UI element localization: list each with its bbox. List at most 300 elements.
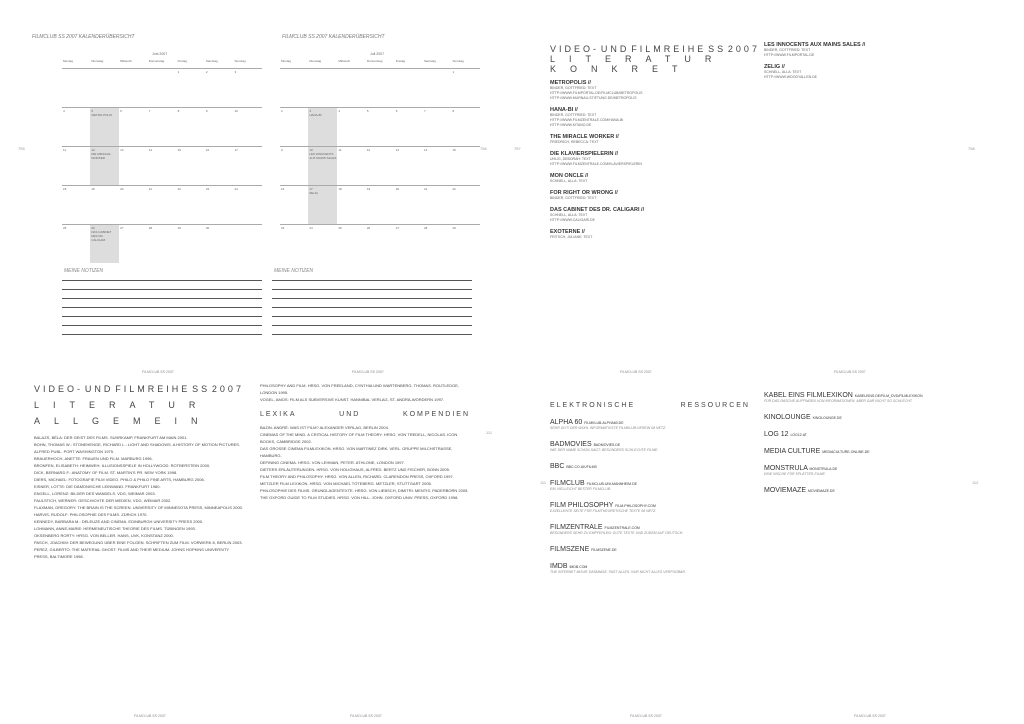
day-cell[interactable] xyxy=(177,108,205,147)
day-cell[interactable] xyxy=(337,147,366,186)
day-number: 16 xyxy=(281,187,285,191)
resource-url[interactable]: MOVIEMAZE.DE xyxy=(807,489,835,493)
day-number: 30 xyxy=(205,226,210,230)
day-cell[interactable] xyxy=(62,69,90,108)
footer: FILMCLUB SS 2007 xyxy=(834,370,866,374)
week-row xyxy=(280,186,480,225)
weekday-label: Freitag xyxy=(177,58,205,69)
day-number: 3 xyxy=(234,70,237,74)
day-number: 23 xyxy=(281,226,285,230)
note-line xyxy=(272,289,472,290)
section-subtitle: KONKRET xyxy=(550,64,692,74)
day-cell[interactable] xyxy=(90,69,119,108)
day-cell[interactable] xyxy=(280,69,308,108)
day-cell[interactable] xyxy=(148,225,177,264)
day-number: 12 xyxy=(91,148,95,152)
resource-name xyxy=(550,502,750,509)
film-literature-spread xyxy=(512,28,1012,378)
film-detail: BINDER, GOTTFRIED: TEXT xyxy=(550,196,597,200)
day-number: 11 xyxy=(338,148,342,152)
day-cell[interactable] xyxy=(119,69,148,108)
weekday-label: Samstag xyxy=(423,58,452,69)
resource-url[interactable]: MONSTRULA.DE xyxy=(809,467,838,471)
film-detail: HTTP://WWW.FILMPORTAL.DE/FILMCLUB/METROPOLIS xyxy=(550,91,643,95)
film-detail: HTTP://WWW.CALIGARI.DE xyxy=(550,218,595,222)
film-title: THE MIRACLE WORKER // xyxy=(550,134,619,140)
day-cell[interactable] xyxy=(233,108,262,147)
resource-desc: EINE NISCHE FÜR SPLATTER-FILME. xyxy=(764,472,826,476)
day-number: 4 xyxy=(63,109,65,113)
weekday-label: Mittwoch xyxy=(119,58,148,69)
day-cell[interactable] xyxy=(233,147,262,186)
resource-title: LOG 12 xyxy=(764,431,791,438)
lexikon-entry: FILM THEORY AND PHILOSOPHY. HRSG. VON ALLEN, RICHARD. CLARENDON PRESS, OXFORD 1997. xyxy=(260,474,454,479)
calendar-event: METRO-POLIS xyxy=(91,113,113,117)
film-entry xyxy=(550,190,760,201)
day-number: 20 xyxy=(395,187,400,191)
note-line xyxy=(272,280,472,281)
resource-url[interactable]: BBC.CO.UK/FILMS xyxy=(566,465,597,469)
running-head: FILMCLUB SS 2007 KALENDERÜBERSICHT xyxy=(282,34,385,40)
footer: FILMCLUB SS 2007 xyxy=(134,714,166,718)
resource-url[interactable]: BADMOVIES.DE xyxy=(593,443,621,447)
resource-entry xyxy=(550,524,750,536)
week-row xyxy=(62,108,262,147)
footer: FILMCLUB SS 2007 xyxy=(352,370,384,374)
resource-name xyxy=(764,392,964,399)
day-number: 2 xyxy=(205,70,208,74)
resource-name xyxy=(764,431,964,438)
note-line xyxy=(272,316,472,317)
film-detail: SCHNELL, ALLA: TEXT xyxy=(764,70,802,74)
resource-title: FILMZENTRALE xyxy=(550,524,605,531)
calendar-month: Juni 2007 xyxy=(152,52,168,56)
day-cell[interactable] xyxy=(452,147,480,186)
lexikon-entry: DIETERS ERLÄUTERUNGEN. HRSG. VON HOLIGHAUS, ALFRED. BERTZ UND FISCHER, BONN 2005. xyxy=(260,467,450,472)
resource-desc: FÜR DAS RASCHE AUFFINDEN VON INFORMATIONEN, ABER GAR NICHT SO SCHLECHT. xyxy=(764,399,913,403)
week-row xyxy=(62,186,262,225)
notes-label: MEINE NOTIZEN xyxy=(274,268,314,274)
day-cell[interactable] xyxy=(337,108,366,147)
day-number: 8 xyxy=(452,109,455,113)
resource-name xyxy=(764,487,964,494)
resource-title: IMDB xyxy=(550,563,570,570)
day-cell[interactable] xyxy=(423,186,452,225)
resource-url[interactable]: FILMCLUB.UNI-MANNHEIM.DE xyxy=(586,482,637,486)
day-cell[interactable] xyxy=(452,225,480,264)
day-cell[interactable] xyxy=(233,69,262,108)
lexikon-entry: DEFINING CINEMA. HRSG. VON LEHMAN, PETER. ATHLONE, LONDON 1997. xyxy=(260,460,405,465)
resource-name xyxy=(550,441,750,448)
day-cell[interactable] xyxy=(366,69,395,108)
resource-name xyxy=(550,524,750,531)
day-cell[interactable] xyxy=(280,147,308,186)
film-detail: SCHNELL, ALLA: TEXT xyxy=(550,179,588,183)
resource-name xyxy=(550,463,750,470)
day-number: 4 xyxy=(338,109,341,113)
day-number: 17 xyxy=(309,187,313,191)
resource-url[interactable]: LOG12.AT xyxy=(790,433,807,437)
day-cell[interactable] xyxy=(62,186,90,225)
footer: FILMCLUB SS 2007 xyxy=(142,370,174,374)
lexikon-entry: METZLER FILM LEXIKON. HRSG. VON MICHAEL TÖTEBERG. METZLER, STUTTGART 2005. xyxy=(260,481,432,486)
day-cell[interactable] xyxy=(90,108,119,147)
notes-label: MEINE NOTIZEN xyxy=(64,268,104,274)
day-cell[interactable] xyxy=(119,186,148,225)
day-cell[interactable] xyxy=(452,69,480,108)
day-number: 26 xyxy=(91,226,95,230)
weekday-label: Donnerstag xyxy=(148,58,177,69)
week-row xyxy=(280,69,480,108)
day-cell[interactable] xyxy=(452,186,480,225)
day-cell[interactable] xyxy=(205,225,234,264)
day-number: 11 xyxy=(63,148,67,152)
film-entry xyxy=(550,173,760,184)
day-cell[interactable] xyxy=(177,225,205,264)
day-cell[interactable] xyxy=(148,186,177,225)
resource-entry xyxy=(764,448,964,455)
day-cell[interactable] xyxy=(119,108,148,147)
resource-entry xyxy=(550,419,750,431)
film-column-right xyxy=(764,28,964,378)
note-line xyxy=(62,307,262,308)
film-title: LES INNOCENTS AUX MAINS SALES // xyxy=(764,42,866,48)
weekday-label: Samstag xyxy=(205,58,234,69)
day-cell[interactable] xyxy=(308,225,337,264)
resource-title: MOVIEMAZE xyxy=(764,487,808,494)
general-literature-spread xyxy=(12,372,512,722)
note-line xyxy=(62,325,262,326)
day-number: 13 xyxy=(120,148,124,152)
day-number: 16 xyxy=(205,148,210,152)
resources-column-left xyxy=(550,372,750,722)
resource-url[interactable]: FILMKLUB.ALPHA60.DE xyxy=(584,421,624,425)
day-number: 25 xyxy=(338,226,342,230)
day-cell[interactable] xyxy=(148,147,177,186)
film-entry xyxy=(764,64,964,80)
resource-entry xyxy=(764,431,964,438)
lit-entry: BRONFEN, ELISABETH: HEIMWEH: ILLUSIONSSPIELE IN HOLLYWOOD. ROTBERSTEIN 2000. xyxy=(34,463,211,468)
day-cell[interactable] xyxy=(177,186,205,225)
film-detail: BINDER, GOTTFRIED: TEXT xyxy=(764,48,811,52)
weekday-label: Donnerstag xyxy=(366,58,395,69)
week-row xyxy=(62,147,262,186)
lit-entry: PEREZ, GILBERTO: THE MATERIAL GHOST. FILMS AND THEIR MEDIUM. JOHNS HOPKINS UNIVERSITY PRESS, BALTIMORE 1998. xyxy=(34,547,229,559)
day-cell[interactable] xyxy=(205,108,234,147)
day-number: 22 xyxy=(177,187,181,191)
resource-url[interactable]: FILMSZENE.DE xyxy=(591,548,617,552)
resource-name xyxy=(764,465,964,472)
section-subtitle: LITERATUR xyxy=(550,54,726,64)
resource-title: KABEL EINS FILMLEXIKON xyxy=(764,392,855,399)
resource-desc: WIE DER NAME SCHON SAGT: BESONDERS SCHLECHTE FILME. xyxy=(550,448,659,452)
day-cell[interactable] xyxy=(395,186,423,225)
lit-entry: EISNER, LOTTE: DIE DÄMONISCHE LEINWAND. FRANKFURT 1980. xyxy=(34,484,161,489)
day-cell[interactable] xyxy=(452,108,480,147)
film-title: ZELIG // xyxy=(764,64,785,70)
lit-entry: BALAZS, BÉLA: DER GEIST DES FILMS. SUHRKAMP, FRANKFURT AM MAIN 2001. xyxy=(34,435,188,440)
resource-url[interactable]: KINOLOUNGE.DE xyxy=(812,416,842,420)
day-cell[interactable] xyxy=(423,108,452,147)
lit-entry: DIERS, MICHAEL: FOTOGRAFIE FILM VIDEO. PHILO & PHILO FINE ARTS, HAMBURG 2006. xyxy=(34,477,205,482)
resource-url[interactable]: FILM-PHILOSOPHY.COM xyxy=(615,504,656,508)
day-cell[interactable] xyxy=(119,147,148,186)
lit-entry: BRAUERHOCH, ANETTE: FRAUEN UND FILM. MARBURG 1996. xyxy=(34,456,153,461)
day-cell[interactable] xyxy=(366,147,395,186)
resource-entry xyxy=(550,463,750,470)
calendar-event: HANA-BI xyxy=(309,113,322,117)
resource-name xyxy=(550,546,750,553)
day-cell[interactable] xyxy=(308,186,337,225)
day-number: 20 xyxy=(120,187,124,191)
page-number: 111 xyxy=(486,430,493,435)
lit-entry: ENGELL, LORENZ: BILDER DES WANDELS. VDG, WEIMAR 2003. xyxy=(34,491,156,496)
day-number: 29 xyxy=(452,226,456,230)
resource-desc: THE INTERNET MOVIE DATABASE. FAST ALLES, NUR NICHT ALLES VERFÜGBAR. xyxy=(550,570,686,574)
footer: FILMCLUB SS 2007 xyxy=(854,714,886,718)
film-column-left xyxy=(550,28,760,378)
day-number: 17 xyxy=(234,148,238,152)
day-number: 7 xyxy=(148,109,151,113)
lit-entry: HARVIS, RUDOLF: PHILOSOPHIE DES FILMS. ZÜRICH 1970. xyxy=(34,512,148,517)
day-number: 27 xyxy=(395,226,400,230)
lit-entry: PASCH, JOACHIM: DER BEWEGUNG ÜBER EINE FOLGEN. SCHRIFTEN ZUM FILM. VORWERK 8, BERLIN 2003. xyxy=(34,540,243,545)
film-entry xyxy=(550,107,760,128)
film-detail: FRIEDRICH, REBECCA: TEXT xyxy=(550,140,599,144)
section-title: VIDEO- UND FILMREIHE SS 2007 xyxy=(34,384,244,394)
weekday-row xyxy=(280,58,480,69)
day-cell[interactable] xyxy=(337,69,366,108)
resource-name xyxy=(764,448,964,455)
day-number: 5 xyxy=(366,109,369,113)
film-entry xyxy=(550,80,760,101)
calendar-grid xyxy=(280,58,480,263)
day-number: 19 xyxy=(366,187,371,191)
film-entry xyxy=(550,207,760,223)
film-detail: HTTP://WWW.KITANO.DE xyxy=(550,123,592,127)
calendar-spread xyxy=(12,28,512,378)
day-cell[interactable] xyxy=(233,186,262,225)
note-line xyxy=(272,325,472,326)
day-number: 27 xyxy=(120,226,124,230)
note-line xyxy=(272,334,472,335)
film-entry xyxy=(764,42,964,58)
day-cell[interactable] xyxy=(119,225,148,264)
day-cell[interactable] xyxy=(395,225,423,264)
calendar-event: DIE MIRACLE WORKER xyxy=(91,152,111,160)
day-cell[interactable] xyxy=(337,186,366,225)
calendar-event: ZELIG xyxy=(309,191,319,195)
weekday-label: Montag xyxy=(62,58,90,69)
resource-desc: SEHR GUT! DER WOHL INFORMATIVSTE FILMKLUB-VEREIN IM NETZ. xyxy=(550,426,667,430)
lit-entry: OKSENBERG RORTY: HRSG. VON BELLER. HANS, UVK, KONSTANZ 2000. xyxy=(34,533,174,538)
footer: FILMCLUB SS 2007 xyxy=(350,714,382,718)
calendar-month: Juli 2007 xyxy=(370,52,385,56)
note-line xyxy=(62,280,262,281)
lexikon-entry: BAZIN, ANDRÉ: WAS IST FILM? ALEXANDER VERLAG, BERLIN 2004. xyxy=(260,425,389,430)
film-title: DAS CABINET DES DR. CALIGARI // xyxy=(550,207,645,213)
section-subtitle: LITERATUR xyxy=(34,400,210,410)
day-number: 19 xyxy=(91,187,95,191)
lit-entry: BOHN, THOMAS W.: STONEHENGE, RICHARD L.: LIGHT AND SHADOWS. A HISTORY OF MOTION PICTURES. ALFRED PUBL. PORT WASHINGTON 1975. xyxy=(34,442,241,454)
lit-entry: PHILOSOPHY AND FILM. HRSG. VON FREELAND, CYNTHIA UND WARTENBERG, THOMAS. ROUTLEDGE, LONDON 1995. xyxy=(260,383,459,395)
day-cell[interactable] xyxy=(90,186,119,225)
film-detail: BINDER, GOTTFRIED: TEXT xyxy=(550,86,597,90)
resource-entry xyxy=(550,563,750,575)
day-cell[interactable] xyxy=(395,108,423,147)
film-detail: FRITSCH, JULIANE: TEXT xyxy=(550,235,593,239)
resource-name xyxy=(550,419,750,426)
day-number: 10 xyxy=(234,109,238,113)
day-cell[interactable] xyxy=(177,147,205,186)
resource-entry xyxy=(764,392,964,404)
day-number: 9 xyxy=(205,109,208,113)
resource-entry xyxy=(764,487,964,494)
week-row xyxy=(62,225,262,264)
lit-entry: FAULSTICH, WERNER: GESCHICHTE DER MEDIEN. VDG, WEIMAR 2002. xyxy=(34,498,172,503)
film-title: FOR RIGHT OR WRONG // xyxy=(550,190,618,196)
day-cell[interactable] xyxy=(177,69,205,108)
day-cell[interactable] xyxy=(337,225,366,264)
film-detail: HTTP://WWW.WOODYALLEN.DE xyxy=(764,75,818,79)
resource-entry xyxy=(764,414,964,421)
day-number: 21 xyxy=(148,187,153,191)
day-cell[interactable] xyxy=(90,147,119,186)
note-line xyxy=(272,307,472,308)
calendar-event: DAS CABINET DES DR. CALIGARI xyxy=(91,230,112,242)
day-cell[interactable] xyxy=(148,69,177,108)
resource-title: ALPHA 60 xyxy=(550,419,585,426)
day-cell[interactable] xyxy=(205,69,234,108)
day-cell[interactable] xyxy=(308,108,337,147)
day-number: 5 xyxy=(91,109,94,113)
resource-entry xyxy=(764,465,964,477)
resource-name xyxy=(550,563,750,570)
day-number: 26 xyxy=(366,226,371,230)
page-number: 112 xyxy=(972,480,979,485)
page-number: 758 xyxy=(968,146,975,151)
page-number: 755 xyxy=(18,146,25,151)
day-cell[interactable] xyxy=(233,225,262,264)
weekday-label: Dienstag xyxy=(90,58,119,69)
film-title: HANA-BI // xyxy=(550,107,578,113)
day-cell[interactable] xyxy=(90,225,119,264)
page-number: 756 xyxy=(480,146,487,151)
electronic-resources-spread xyxy=(512,372,1012,722)
footer: FILMCLUB SS 2007 xyxy=(620,370,652,374)
day-cell[interactable] xyxy=(395,147,423,186)
lit-entry: FLAXMAN, GREGORY: THE BRAIN IS THE SCREEN. UNIVERSITY OF MINNESOTA PRESS, MINNEAPOLIS 2000. xyxy=(34,505,244,510)
resource-title: MONSTRULA xyxy=(764,465,810,472)
lexika-head: LEXIKA UND KOMPENDIEN xyxy=(260,411,470,418)
day-number: 13 xyxy=(395,148,400,152)
day-cell[interactable] xyxy=(148,108,177,147)
day-cell[interactable] xyxy=(280,225,308,264)
weekday-row xyxy=(62,58,262,69)
day-cell[interactable] xyxy=(423,69,452,108)
lexikon-entry: THE OXFORD GUIDE TO FILM STUDIES. HRSG. VON HILL, JOHN. OXFORD UNIV. PRESS, OXFORD 1998. xyxy=(260,495,459,500)
day-number: 1 xyxy=(177,70,180,74)
weekday-label: Sonntag xyxy=(452,58,480,69)
lit-column-left xyxy=(34,372,244,722)
resource-entry xyxy=(550,480,750,492)
day-cell[interactable] xyxy=(62,108,90,147)
day-number: 8 xyxy=(177,109,180,113)
day-cell[interactable] xyxy=(280,108,308,147)
film-entry xyxy=(550,151,760,167)
day-cell[interactable] xyxy=(62,147,90,186)
day-number: 14 xyxy=(424,148,428,152)
day-cell[interactable] xyxy=(395,69,423,108)
week-row xyxy=(280,108,480,147)
resource-entry xyxy=(550,546,750,553)
week-row xyxy=(280,225,480,264)
day-cell[interactable] xyxy=(308,147,337,186)
note-line xyxy=(62,316,262,317)
day-number: 14 xyxy=(148,148,153,152)
resource-url[interactable]: MEDIACULTURE-ONLINE.DE xyxy=(822,450,870,454)
film-title: MON ONCLE // xyxy=(550,173,589,179)
day-number: 24 xyxy=(309,226,313,230)
day-cell[interactable] xyxy=(423,147,452,186)
day-number: 6 xyxy=(395,109,398,113)
lit-column-right xyxy=(260,372,470,722)
weekday-label: Sonntag xyxy=(233,58,262,69)
resource-name xyxy=(764,414,964,421)
film-title: METROPOLIS // xyxy=(550,80,591,86)
day-number: 22 xyxy=(452,187,456,191)
calendar-grid xyxy=(62,58,262,263)
day-cell[interactable] xyxy=(62,225,90,264)
day-cell[interactable] xyxy=(423,225,452,264)
day-cell[interactable] xyxy=(366,225,395,264)
day-number: 23 xyxy=(205,187,210,191)
day-number: 7 xyxy=(424,109,426,113)
day-number: 6 xyxy=(120,109,122,113)
resources-head: ELEKTRONISCHE RESSOURCEN xyxy=(550,402,750,409)
day-number: 28 xyxy=(148,226,153,230)
day-cell[interactable] xyxy=(366,108,395,147)
lit-entry: DICK, BERNARD F.: ANATOMY OF FILM. ST. MARTIN'S PR. NEW YORK 1998. xyxy=(34,470,178,475)
day-number: 18 xyxy=(338,187,342,191)
day-cell[interactable] xyxy=(308,69,337,108)
film-title: DIE KLAVIERSPIELERIN // xyxy=(550,151,619,157)
film-detail: BINDER, GOTTFRIED: TEXT xyxy=(550,113,597,117)
day-number: 3 xyxy=(309,109,312,113)
film-entry xyxy=(550,134,760,145)
day-cell[interactable] xyxy=(366,186,395,225)
film-detail: HTTP://WWW.FILMZENTRALE.COM/HANA-BI xyxy=(550,118,624,122)
resource-url[interactable]: IMDB.COM xyxy=(569,565,588,569)
film-entry xyxy=(550,229,760,240)
day-number: 15 xyxy=(177,148,181,152)
section-title: VIDEO- UND FILMREIHE SS 2007 xyxy=(550,44,760,54)
day-cell[interactable] xyxy=(205,186,234,225)
resource-url[interactable]: FILMZENTRALE.COM xyxy=(604,526,640,530)
resource-title: MEDIA CULTURE xyxy=(764,448,823,455)
resource-entry xyxy=(550,502,750,514)
lit-entry: KENNEDY, BARBARA M.: DELEUZE AND CINEMA. EDINBURGH UNIVERSITY PRESS 2000. xyxy=(34,519,204,524)
film-detail: HTTP://WWW.MURNAU-STIFTUNG.DE/METROPOLIS xyxy=(550,96,637,100)
day-cell[interactable] xyxy=(280,186,308,225)
weekday-label: Montag xyxy=(280,58,308,69)
day-cell[interactable] xyxy=(205,147,234,186)
lit-entry: VOGEL, AMOS: FILM ALS SUBVERSIVE KUNST. HANNIBAL VERLAG, ST. ANDRÄ-WÖRDERN 1997. xyxy=(260,397,445,402)
resource-name xyxy=(550,480,750,487)
lexikon-entry: CINEMAS OF THE MIND. A CRITICAL HISTORY OF FILM THEORY. HRSG. VON TREDELL, NICOLAS. ICON BOOKS, CAMBRIDGE 2002. xyxy=(260,432,458,444)
resource-url[interactable]: KABELEINS.DE/FILM_DVD/FILMLEXIKON xyxy=(854,394,923,398)
day-number: 25 xyxy=(63,226,67,230)
